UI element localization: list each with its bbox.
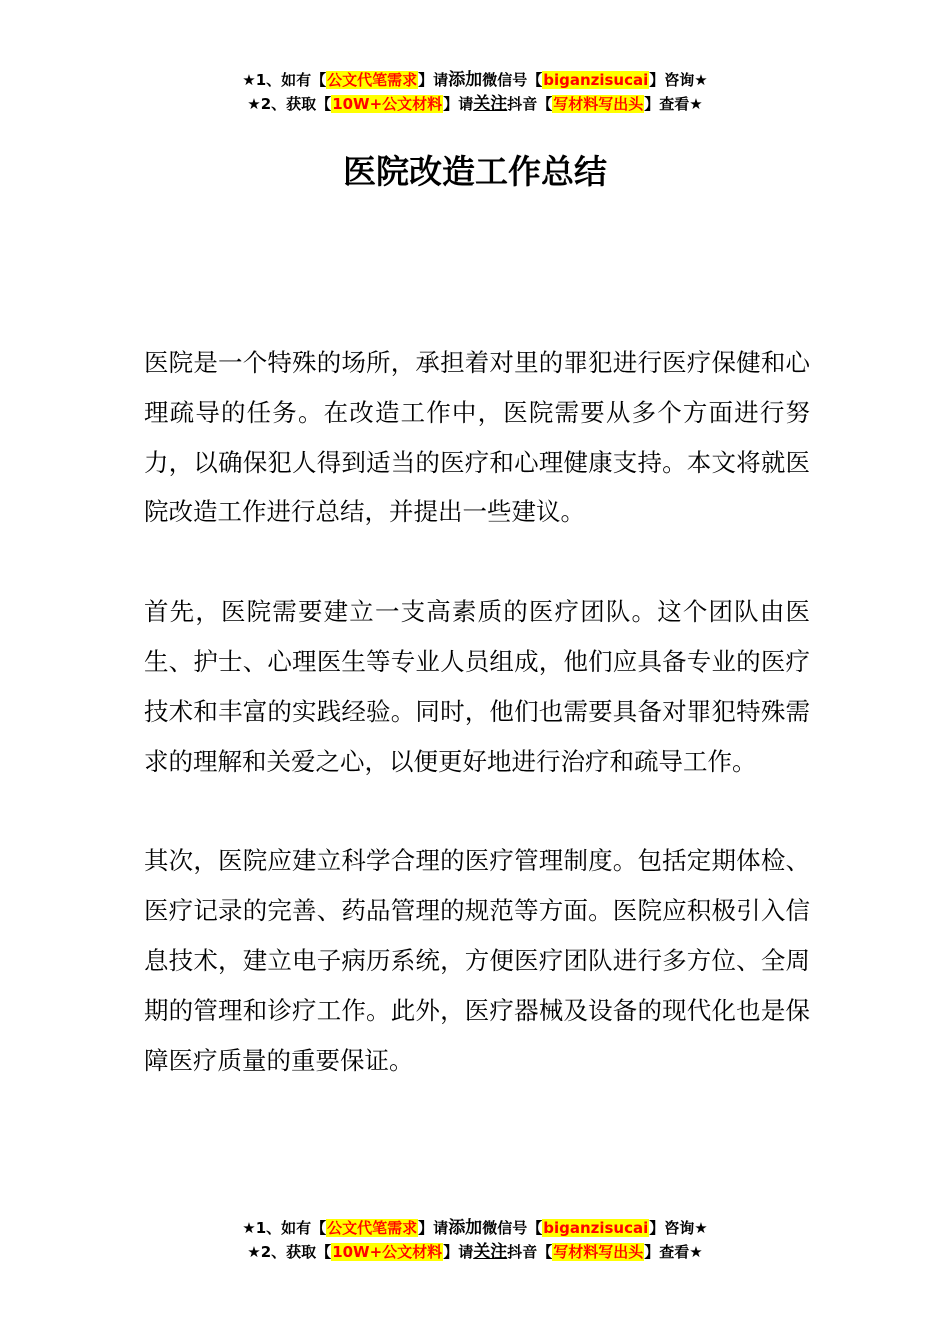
header-highlight-materials: 10W+公文材料 xyxy=(332,95,443,113)
footer-line-1-mid2: 微信号【 xyxy=(482,1219,543,1237)
header-line-2-mid: 】请 xyxy=(443,95,474,113)
header-line-1 xyxy=(0,68,950,92)
footer-line-2-mid2: 抖音【 xyxy=(507,1243,553,1261)
footer-highlight-materials: 10W+公文材料 xyxy=(332,1243,443,1261)
header-line-1-mid: 】请 xyxy=(418,71,449,89)
paragraph-intro: 医院是一个特殊的场所，承担着对里的罪犯进行医疗保健和心理疏导的任务。在改造工作中，医院需要从多个方面进行努力，以确保犯人得到适当的医疗和心理健康支持。本文将就医院改造工作进行总结，并提出一些建议。 xyxy=(144,348,810,527)
footer-line-1 xyxy=(0,1216,950,1240)
footer-highlight-service: 公文代笔需求 xyxy=(327,1219,418,1237)
header-emphasis-follow: 关注 xyxy=(473,94,508,114)
header-line-1-suffix: 】咨询★ xyxy=(649,71,708,89)
document-body xyxy=(144,338,810,1135)
footer-line-2-suffix: 】查看★ xyxy=(644,1243,703,1261)
document-title: 医院改造工作总结 xyxy=(343,152,607,191)
footer-line-2-prefix: ★2、获取【 xyxy=(247,1243,332,1261)
header-banner xyxy=(0,68,950,116)
footer-emphasis-follow: 关注 xyxy=(473,1242,508,1262)
header-highlight-service: 公文代笔需求 xyxy=(327,71,418,89)
header-highlight-wechat-id: biganzisucai xyxy=(543,71,649,89)
footer-highlight-wechat-id: biganzisucai xyxy=(543,1219,649,1237)
header-emphasis-add: 添加 xyxy=(448,70,483,90)
footer-line-1-mid: 】请 xyxy=(418,1219,449,1237)
header-line-2 xyxy=(0,92,950,116)
header-line-2-mid2: 抖音【 xyxy=(507,95,553,113)
header-line-2-prefix: ★2、获取【 xyxy=(247,95,332,113)
footer-line-2 xyxy=(0,1240,950,1264)
header-highlight-douyin-account: 写材料写出头 xyxy=(553,95,644,113)
header-line-1-mid2: 微信号【 xyxy=(482,71,543,89)
footer-highlight-douyin-account: 写材料写出头 xyxy=(553,1243,644,1261)
header-line-1-prefix: ★1、如有【 xyxy=(242,71,327,89)
header-line-2-suffix: 】查看★ xyxy=(644,95,703,113)
paragraph-management-system: 其次，医院应建立科学合理的医疗管理制度。包括定期体检、医疗记录的完善、药品管理的规范等方面。医院应积极引入信息技术，建立电子病历系统，方便医疗团队进行多方位、全周期的管理和诊疗工作。此外，医疗器械及设备的现代化也是保障医疗质量的重要保证。 xyxy=(144,846,810,1075)
footer-line-2-mid: 】请 xyxy=(443,1243,474,1261)
footer-banner xyxy=(0,1216,950,1264)
footer-line-1-prefix: ★1、如有【 xyxy=(242,1219,327,1237)
footer-emphasis-add: 添加 xyxy=(448,1218,483,1238)
paragraph-medical-team: 首先，医院需要建立一支高素质的医疗团队。这个团队由医生、护士、心理医生等专业人员组成，他们应具备专业的医疗技术和丰富的实践经验。同时，他们也需要具备对罪犯特殊需求的理解和关爱之心，以便更好地进行治疗和疏导工作。 xyxy=(144,597,810,776)
footer-line-1-suffix: 】咨询★ xyxy=(649,1219,708,1237)
